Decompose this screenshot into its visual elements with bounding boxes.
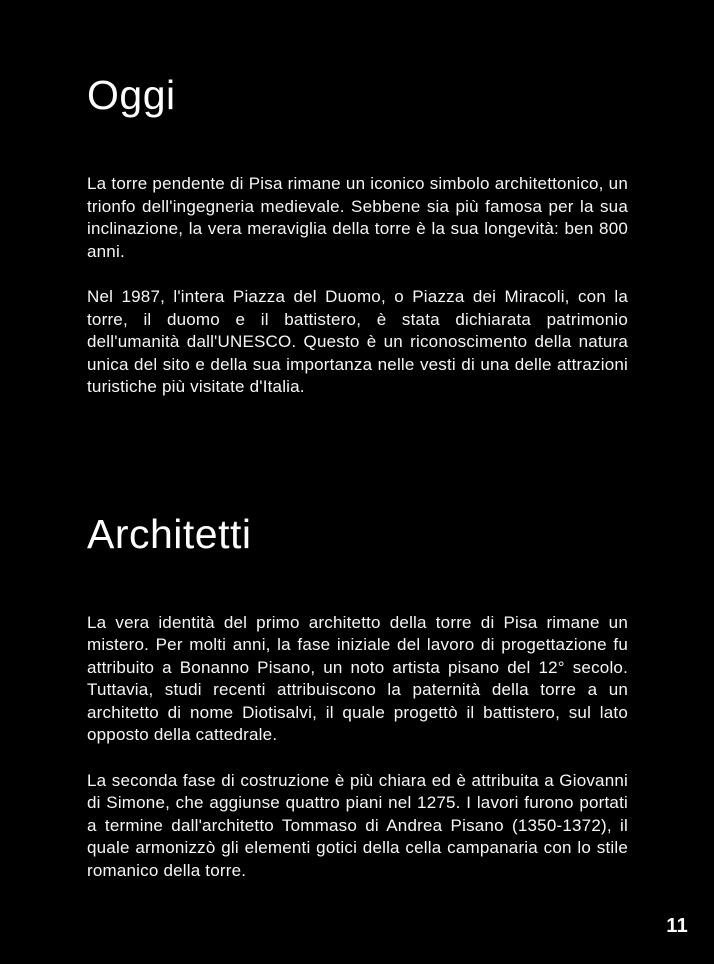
paragraph-tower-symbol: La torre pendente di Pisa rimane un iconico simbolo architettonico, un trionfo dell'ingegneria medievale. Sebbene sia più famosa per la sua inclinazione, la vera meraviglia della torre è la sua longevità: ben 800 anni. bbox=[87, 174, 628, 261]
section-architetti bbox=[87, 509, 628, 883]
section-oggi bbox=[87, 70, 628, 399]
section-heading-architetti: Architetti bbox=[87, 510, 252, 557]
paragraph-first-architect: La vera identità del primo architetto della torre di Pisa rimane un mistero. Per molti anni, la fase iniziale del lavoro di progettazione fu attribuito a Bonanno Pisano, un noto artista pisano del 12° secolo. Tuttavia, studi recenti attribuiscono la paternità della torre a un architetto di nome Diotisalvi, il quale progettò il battistero, sul lato opposto della cattedrale. bbox=[87, 612, 628, 744]
paragraph-second-phase: La seconda fase di costruzione è più chiara ed è attribuita a Giovanni di Simone, che aggiunse quattro piani nel 1275. I lavori furono portati a termine dall'architetto Tommaso di Andrea Pisano (1350-1372), il quale armonizzò gli elementi gotici della cella campanaria con lo stile romanico della torre. bbox=[87, 770, 628, 880]
page-number: 11 bbox=[666, 915, 688, 937]
section-heading-oggi: Oggi bbox=[87, 72, 176, 118]
paragraph-unesco: Nel 1987, l'intera Piazza del Duomo, o Piazza dei Miracoli, con la torre, il duomo e il battistero, è stata dichiarata patrimonio dell'umanità dall'UNESCO. Questo è un riconoscimento della natura unica del sito e della sua importanza nelle vesti di una delle attrazioni turistiche più visitate d'Italia. bbox=[87, 287, 628, 396]
